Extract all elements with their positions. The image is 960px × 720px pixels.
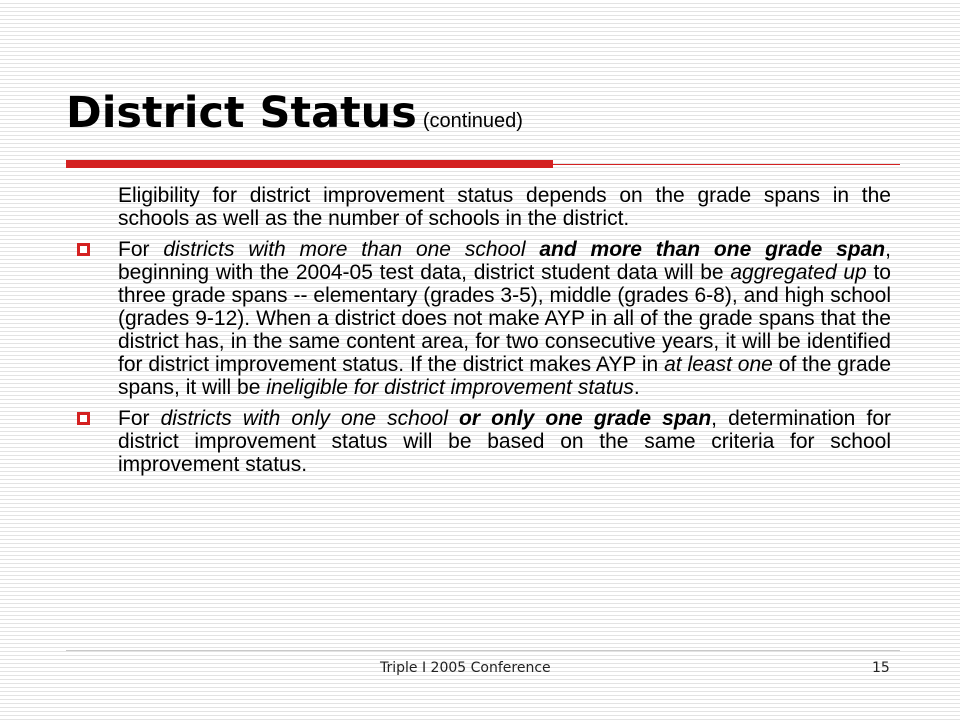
title-divider-line <box>553 164 900 165</box>
bullet-emphasis: districts with more than one school <box>163 238 526 261</box>
bullet-text: For <box>118 238 164 261</box>
footer-divider-line <box>66 650 900 651</box>
bullet-item-single-school <box>71 407 891 476</box>
bullet-text: , beginning with the 2004-05 test data, district student data will be <box>118 238 891 284</box>
bullet-text: For <box>118 407 161 430</box>
bullet-text: to three grade spans -- elementary (grades 3-5), middle (grades 6-8), and high school (grades 9-12). When a district does not make AYP in all of the grade spans that the district has, in the same content area, for two consecutive years, it will be identified for district improvement status. If the district makes AYP in <box>118 261 891 376</box>
bullet-emphasis: districts with only one school <box>160 407 448 430</box>
bullet-text <box>448 407 459 430</box>
bullet-text: , determination for district improvement status will be based on the same criteria for school improvement status. <box>118 407 891 476</box>
footer-conference-name: Triple I 2005 Conference <box>380 660 551 676</box>
bullet-text <box>526 238 540 261</box>
bullet-emphasis: aggregated up <box>730 261 867 284</box>
title-accent-bar <box>66 160 553 168</box>
bullet-text: of the grade spans, it will be <box>118 353 891 399</box>
bullet-text: . <box>633 376 640 399</box>
bullet-strong-emphasis: and more than one grade span <box>539 238 886 261</box>
bullet-emphasis: ineligible for district improvement status <box>266 376 634 399</box>
intro-paragraph: Eligibility for district improvement status depends on the grade spans in the schools as well as the number of schools in the district. <box>118 184 891 230</box>
slide-title <box>66 88 523 138</box>
bullet-item-multi-school <box>71 238 891 399</box>
bullet-strong-emphasis: or only one grade span <box>459 407 712 430</box>
square-bullet-icon <box>77 412 90 425</box>
page-number: 15 <box>872 660 890 676</box>
bullet-emphasis: at least one <box>664 353 773 376</box>
square-bullet-icon <box>77 243 90 256</box>
slide-body <box>71 184 891 484</box>
title-subtitle: (continued) <box>422 110 523 132</box>
title-main: District Status <box>66 88 417 138</box>
